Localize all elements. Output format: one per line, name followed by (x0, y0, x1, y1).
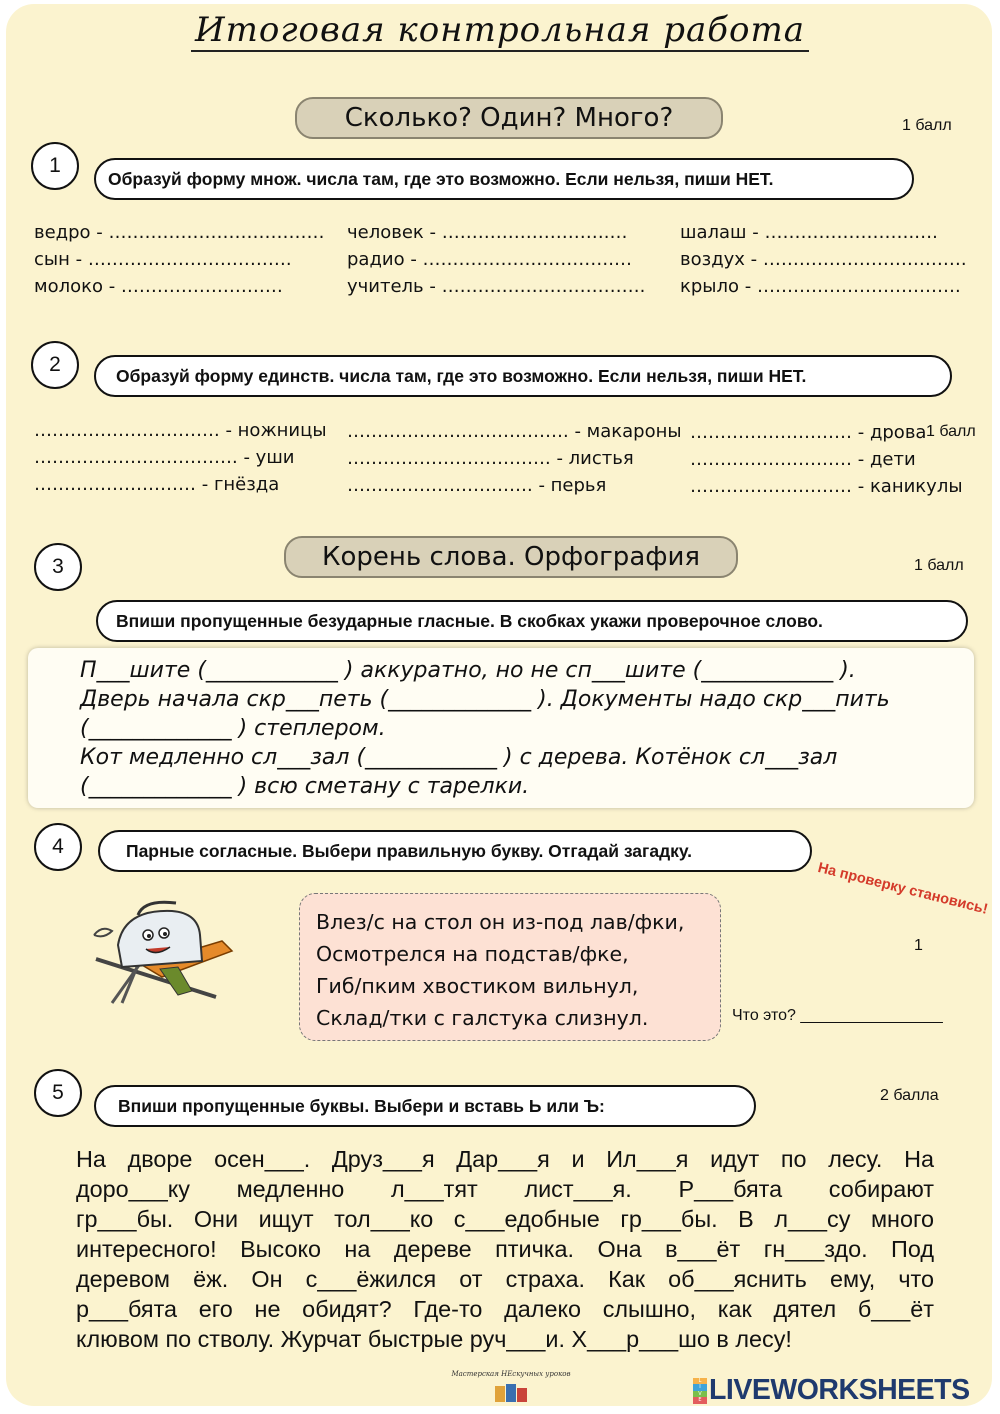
s3-line-2[interactable]: Дверь начала скр___петь (_____________ ). Документы надо скр___пить (80, 687, 890, 712)
section-5-instruction: Впиши пропущенные буквы. Выбери и вставь Ь или Ъ: (94, 1085, 756, 1127)
riddle-box (299, 893, 721, 1041)
section-1-points: 1 балл (902, 117, 952, 134)
s1-word-vozduh[interactable]: воздух - ……………………………. (680, 249, 967, 270)
s3-line-1[interactable]: П___шите (____________ ) аккуратно, но не сп___шите (____________ ). (80, 658, 856, 683)
iron-picture (82, 895, 244, 1007)
section-1-number: 1 (31, 142, 79, 190)
liveworksheets-logo[interactable]: LIVEWORKSHEETS (709, 1374, 970, 1406)
section-4-points: 1 (914, 937, 923, 954)
section-3-header: Корень слова. Орфография (284, 536, 738, 578)
section-5-points: 2 балла (880, 1087, 939, 1104)
s1-word-chelovek[interactable]: человек - ……………………….… (347, 222, 628, 243)
s2-word-drova[interactable]: ……………………… - дрова (690, 422, 927, 443)
s5-line-7[interactable]: клювом по стволу. Журчат быстрые руч___и. Х___р___шо в лесу! (76, 1326, 792, 1352)
riddle-answer-field[interactable]: Что это? ________________ (732, 1007, 943, 1024)
s3-line-3[interactable]: (_____________ ) степлером. (80, 716, 386, 741)
s2-word-makarony[interactable]: ………………………………. - макароны (347, 421, 682, 442)
s1-word-krylo[interactable]: крыло - ……………………………. (680, 276, 961, 297)
s2-word-kanikuly[interactable]: ……………………… - каникулы (690, 476, 963, 497)
s5-line-3[interactable]: гр___бы. Они ищут тол___ко с___едобные гр___бы. В л___су много (76, 1206, 934, 1232)
riddle-line-3[interactable]: Гиб/пким хвостиком вильнул, (316, 974, 639, 998)
s2-word-ushi[interactable]: ……………………………. - уши (34, 447, 295, 468)
section-1-instruction: Образуй форму множ. числа там, где это возможно. Если нельзя, пиши НЕТ. (94, 158, 914, 200)
s3-line-5[interactable]: (_____________ ) всю сметану с тарелки. (80, 774, 530, 799)
s5-line-5[interactable]: деревом ёж. Он с___ёжился от страха. Как об___яснить ему, что (76, 1266, 934, 1292)
liveworksheets-badge: L I V E (693, 1378, 707, 1404)
s2-word-gnezda[interactable]: ……………………… - гнёзда (34, 474, 280, 495)
section-1-header: Сколько? Один? Много? (295, 97, 723, 139)
section-3-points: 1 балл (914, 557, 964, 574)
section-2-instruction: Образуй форму единств. числа там, где это возможно. Если нельзя, пиши НЕТ. (94, 355, 952, 397)
section-3-instruction: Впиши пропущенные безударные гласные. В скобках укажи проверочное слово. (96, 600, 968, 642)
s5-line-1[interactable]: На дворе осен___. Друз___я Дар___я и Ил___я идут по лесу. На (76, 1146, 934, 1172)
s1-word-syn[interactable]: сын - ……………………………. (34, 249, 292, 270)
s1-word-moloko[interactable]: молоко - ……………………… (34, 276, 283, 297)
s1-word-shalash[interactable]: шалаш - …………………….…. (680, 222, 938, 243)
books-logo-icon (491, 1382, 531, 1406)
section-2-points: 1 балл (926, 423, 976, 440)
s2-word-listya[interactable]: ……………………………. - листья (347, 448, 634, 469)
s5-line-2[interactable]: доро___ку медленно л___тят лист___я. Р___бята собирают (76, 1176, 934, 1202)
section-2-number: 2 (31, 341, 79, 389)
s2-word-nozhnicy[interactable]: …………………………. - ножницы (34, 420, 327, 441)
s3-line-4[interactable]: Кот медленно сл___зал (____________ ) с дерева. Котёнок сл___зал (80, 745, 838, 770)
riddle-line-2[interactable]: Осмотрелся на подстав/фке, (316, 942, 629, 966)
s1-word-radio[interactable]: радио - ……………….………….… (347, 249, 632, 270)
section-3-text-box (28, 648, 974, 808)
riddle-line-1[interactable]: Влез/с на стол он из-под лав/фки, (316, 910, 685, 934)
s5-line-6[interactable]: р___бята его не обидят? Где-то далеко слышно, как дятел б___ёт (76, 1296, 934, 1322)
check-stamp: На проверку становись! (816, 860, 990, 918)
workshop-logo: Мастерская НЕскучных уроков (446, 1370, 576, 1408)
s1-word-uchitel[interactable]: учитель - ……………………………. (347, 276, 646, 297)
section-5-number: 5 (34, 1069, 82, 1117)
section-4-instruction: Парные согласные. Выбери правильную букву. Отгадай загадку. (98, 830, 812, 872)
section-4-number: 4 (34, 823, 82, 871)
page-title: Итоговая контрольная работа (0, 10, 1000, 50)
s5-line-4[interactable]: интересного! Высоко на дереве птичка. Она в___ёт гн___здо. Под (76, 1236, 934, 1262)
riddle-line-4[interactable]: Склад/тки с галстука слизнул. (316, 1006, 649, 1030)
s1-word-vedro[interactable]: ведро - ……………………………… (34, 222, 325, 243)
s2-word-perya[interactable]: …………………………. - перья (347, 475, 607, 496)
s2-word-deti[interactable]: ……………………… - дети (690, 449, 916, 470)
section-3-number: 3 (34, 543, 82, 591)
